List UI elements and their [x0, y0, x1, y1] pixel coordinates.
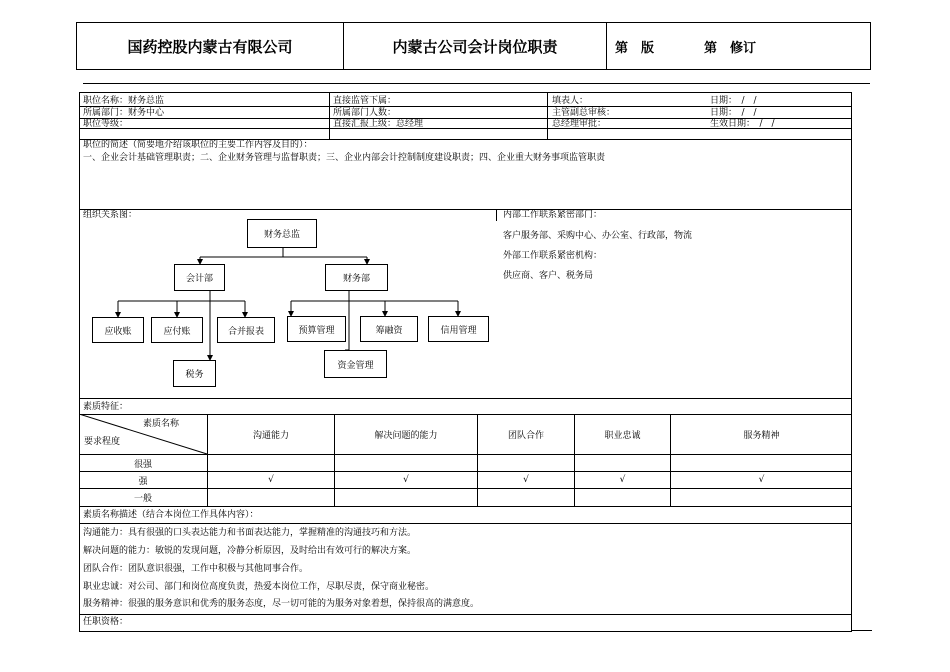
org-node-fund: 资金管理 — [324, 350, 387, 378]
corner-quality-name: 素质名称 — [143, 419, 180, 429]
desc-teamwork: 团队合作：团队意识很强，工作中积极与其他同事合作。 — [83, 564, 309, 574]
level-very-strong: 很强 — [133, 459, 152, 470]
department-headcount: 所属部门人数： — [333, 108, 397, 118]
internal-contacts-label: 内部工作联系紧密部门： — [503, 210, 603, 220]
col-service: 服务精神 — [743, 430, 780, 441]
org-node-cfo: 财务总监 — [247, 219, 317, 248]
level-strong: 强 — [138, 476, 148, 487]
external-contacts-label: 外部工作联系紧密机构： — [503, 251, 603, 261]
check-loyalty: √ — [619, 475, 626, 485]
org-node-credit: 信用管理 — [428, 316, 489, 342]
date-2: 日期： / / — [710, 108, 757, 118]
org-node-accounting: 会计部 — [174, 264, 225, 291]
summary-text: 一、企业会计基础管理职责；二、企业财务管理与监督职责；三、企业内部会计控制制度建设职责；四、企业重大财务事项监管职责 — [83, 153, 606, 163]
vp-review: 主管副总审核： — [552, 108, 616, 118]
check-service: √ — [758, 475, 765, 485]
org-node-financing: 筹融资 — [360, 316, 418, 342]
check-problem-solving: √ — [403, 475, 409, 485]
col-problem-solving: 解决问题的能力 — [374, 430, 438, 441]
summary-label: 职位的简述（简要地介绍该职位的主要工作内容及目的）： — [83, 140, 313, 150]
org-chart-label: 组织关系图： — [83, 210, 138, 220]
org-node-tax: 税务 — [173, 360, 216, 387]
col-teamwork: 团队合作 — [507, 430, 544, 441]
gm-approval: 总经理审批： — [552, 119, 607, 129]
revision-label: 第 修订 — [704, 40, 757, 56]
org-node-finance: 财务部 — [325, 264, 388, 291]
qualification-label: 任职资格： — [83, 617, 129, 627]
company-name: 国药控股内蒙古有限公司 — [127, 37, 293, 56]
filled-by: 填表人： — [552, 96, 589, 106]
direct-subordinates: 直接监管下属： — [333, 96, 397, 106]
effective-date: 生效日期： / / — [710, 119, 775, 129]
document-title: 内蒙古公司会计岗位职责 — [392, 37, 558, 56]
descriptions-label: 素质名称描述（结合本岗位工作具体内容）： — [83, 510, 259, 520]
internal-contacts: 客户服务部、采购中心、办公室、行政部，物流 — [503, 231, 693, 241]
position-level: 职位等级： — [83, 119, 129, 129]
org-node-payable: 应付账 — [151, 317, 203, 343]
edition-label: 第 版 — [615, 40, 655, 56]
col-communication: 沟通能力 — [252, 430, 289, 441]
date-1: 日期： / / — [710, 96, 757, 106]
corner-requirement-level: 要求程度 — [84, 437, 121, 447]
org-node-budget: 预算管理 — [287, 316, 346, 342]
department: 所属部门：财务中心 — [83, 108, 165, 118]
level-average: 一般 — [133, 494, 152, 504]
external-contacts: 供应商、客户、税务局 — [503, 271, 594, 281]
desc-problem-solving: 解决问题的能力：敏锐的发现问题，冷静分析原因，及时给出有效可行的解决方案。 — [83, 546, 417, 556]
org-node-receivable: 应收账 — [92, 317, 144, 343]
col-loyalty: 职业忠诚 — [604, 430, 641, 441]
check-teamwork: √ — [523, 475, 529, 485]
qualities-label: 素质特征： — [83, 402, 129, 412]
desc-loyalty: 职业忠诚：对公司、部门和岗位高度负责，热爱本岗位工作，尽职尽责，保守商业秘密。 — [83, 582, 435, 592]
direct-report: 直接汇报上级：总经理 — [333, 119, 424, 129]
org-node-consolidated: 合并报表 — [217, 317, 275, 343]
desc-communication: 沟通能力：具有很强的口头表达能力和书面表达能力，掌握精准的沟通技巧和方法。 — [83, 528, 417, 538]
desc-service: 服务精神：很强的服务意识和优秀的服务态度，尽一切可能的为服务对象着想，保持很高的满意度。 — [83, 599, 480, 609]
check-communication: √ — [268, 475, 274, 485]
position-name: 职位名称：财务总监 — [83, 96, 165, 106]
